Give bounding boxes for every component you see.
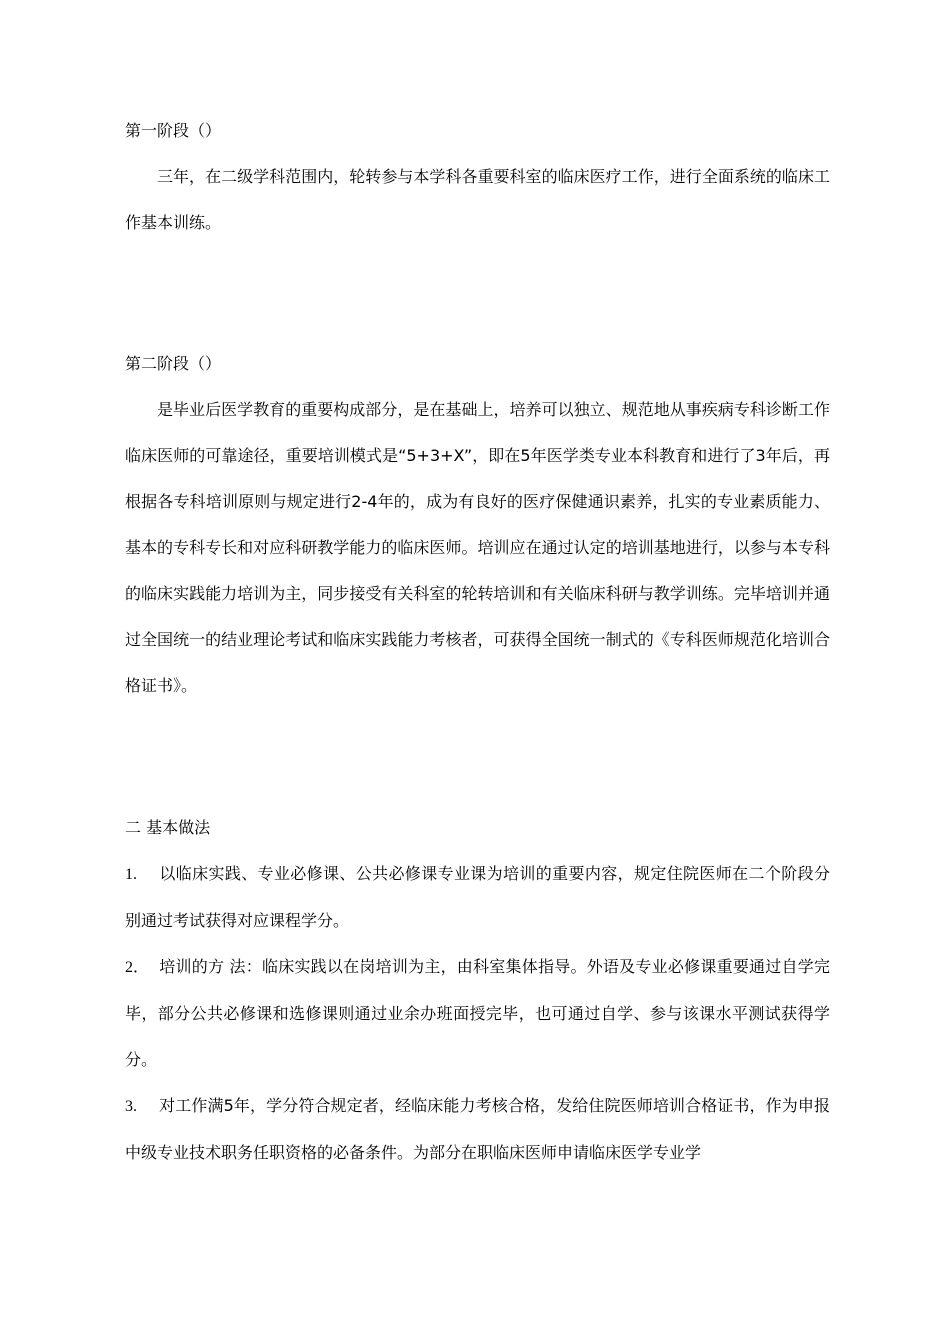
list-item-text: 培训的方 法：临床实践以在岗培训为主，由科室集体指导。外语及专业必修课重要通过自学完毕，部分公共必修课和选修课则通过业余办班面授完毕，也可通过自学、参与该课水平测试获得学分。 <box>125 957 830 1069</box>
list-item-text: 以临床实践、专业必修课、公共必修课专业课为培训的重要内容，规定住院医师在二个阶段分别通过考试获得对应课程学分。 <box>125 864 830 930</box>
list-item <box>125 1083 830 1176</box>
list-item-number: 3. <box>125 1098 137 1115</box>
list-item-number: 2． <box>125 959 150 976</box>
section1-heading: 第一阶段（） <box>125 121 222 140</box>
list-item <box>125 851 830 944</box>
section2-heading: 第二阶段（） <box>125 354 222 373</box>
list-item <box>125 944 830 1083</box>
spacer <box>125 709 830 805</box>
section1-paragraph: 三年，在二级学科范围内，轮转参与本学科各重要科室的临床医疗工作，进行全面系统的临床工作基本训练。 <box>125 167 830 232</box>
list-item-number: 1. <box>125 866 137 883</box>
section2-paragraph: 是毕业后医学教育的重要构成部分，是在基础上，培养可以独立、规范地从事疾病专科诊断工作临床医师的可靠途径，重要培训模式是“5+3+X”，即在5年医学类专业本科教育和进行了3年后，再根据各专科培训原则与规定进行2-4年的，成为有良好的医疗保健通识素养，扎实的专业素质能力、基本的专科专长和对应科研教学能力的临床医师。培训应在通过认定的培训基地进行，以参与本专科的临床实践能力培训为主，同步接受有关科室的轮转培训和有关临床科研与教学训练。完毕培训并通过全国统一的结业理论考试和临床实践能力考核者，可获得全国统一制式的《专科医师规范化培训合格证书》。 <box>125 400 830 695</box>
list-item-text: 对工作满5年，学分符合规定者，经临床能力考核合格，发给住院医师培训合格证书，作为申报中级专业技术职务任职资格的必备条件。为部分在职临床医师申请临床医学专业学 <box>125 1096 830 1162</box>
spacer <box>125 246 830 341</box>
document-page <box>125 108 830 1176</box>
section3-heading: 二 基本做法 <box>125 818 211 837</box>
